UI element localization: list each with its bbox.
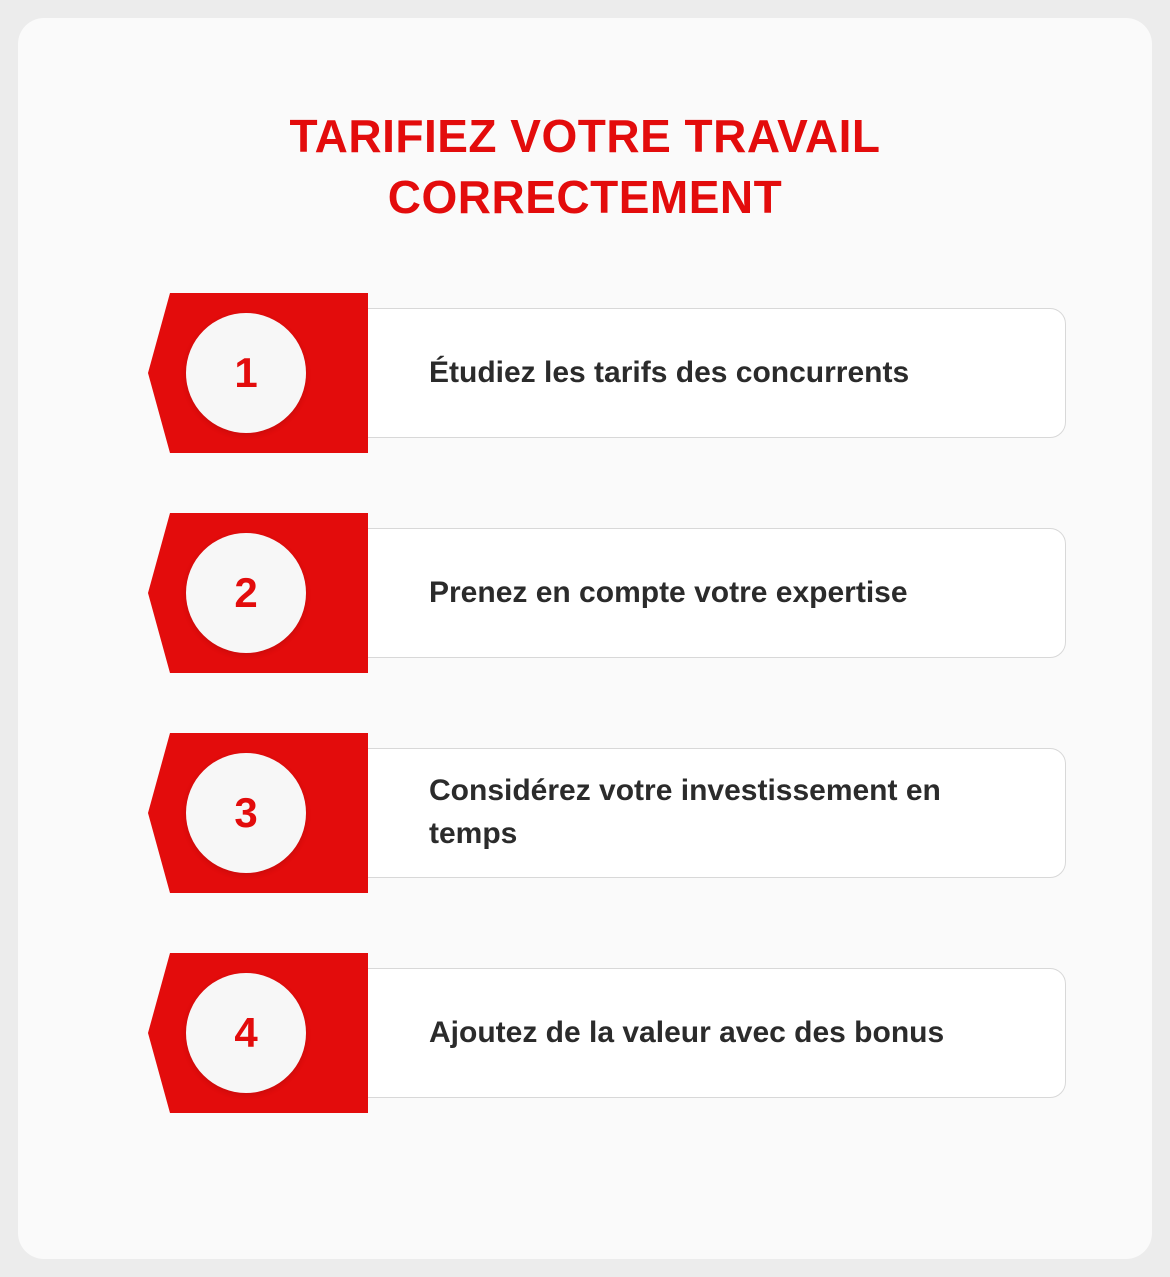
step-panel: [258, 528, 1066, 658]
step-marker: [148, 953, 368, 1113]
list-item: [18, 513, 1152, 673]
steps-list: [18, 293, 1152, 1173]
step-number-badge: 3: [186, 753, 306, 873]
list-item: [18, 953, 1152, 1113]
step-marker: [148, 293, 368, 453]
list-item: [18, 293, 1152, 453]
step-label: Considérez votre investissement en temps: [429, 774, 941, 850]
step-label: Ajoutez de la valeur avec des bonus: [429, 1015, 945, 1049]
step-panel: [258, 968, 1066, 1098]
page-title: TARIFIEZ VOTRE TRAVAIL CORRECTEMENT: [289, 110, 881, 223]
list-item: [18, 733, 1152, 893]
step-number-badge: 1: [186, 313, 306, 433]
step-label: Prenez en compte votre expertise: [429, 575, 908, 609]
infographic-card: [18, 18, 1152, 1259]
step-label: Étudiez les tarifs des concurrents: [429, 355, 910, 389]
step-panel: [258, 748, 1066, 878]
step-number-badge: 4: [186, 973, 306, 1093]
step-number-badge: 2: [186, 533, 306, 653]
step-marker: [148, 733, 368, 893]
step-marker: [148, 513, 368, 673]
step-panel: [258, 308, 1066, 438]
